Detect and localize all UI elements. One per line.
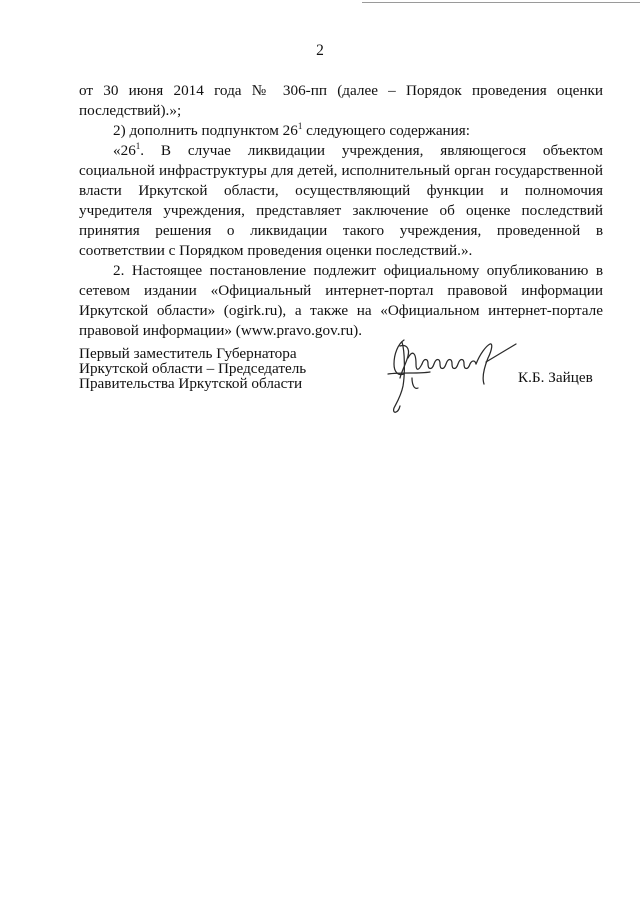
paragraph-3-superscript: 1 — [135, 141, 141, 151]
scan-edge-line — [362, 2, 640, 3]
paragraph-2 — [79, 121, 603, 141]
paragraph-4: 2. Настоящее постановление подлежит официальному опубликованию в сетевом издании «Официальный интернет-портал правовой информации Иркутской области» (ogirk.ru), а также на «Официальном интернет-портале правовой информации» (www.pravo.gov.ru). — [79, 262, 603, 339]
document-body — [79, 81, 603, 341]
signatory-title — [79, 346, 306, 391]
paragraph-3 — [79, 141, 603, 261]
page-number: 2 — [316, 42, 324, 59]
paragraph-2-text-end: следующего содержания: — [302, 122, 471, 139]
paragraph-1: от 30 июня 2014 года № 306-пп (далее – Порядок проведения оценки последствий).»; — [79, 82, 603, 119]
paragraph-3-text-end: . В случае ликвидации учреждения, являющегося объектом социальной инфраструктуры для детей, исполнительный орган государственной власти Иркутской области, осуществляющий функции и полномочия учредителя учреждения, представляет заключение об оценке последствий принятия решения о ликвидации такого учреждения, проведенной в соответствии с Порядком проведения оценки последствий.». — [79, 142, 603, 259]
paragraph-2-text-start: 2) дополнить подпунктом 26 — [113, 122, 298, 139]
paragraph-3-text-start: «26 — [113, 142, 136, 159]
signer-name: К.Б. Зайцев — [518, 369, 593, 386]
signatory-title-line-1: Первый заместитель Губернатора — [79, 345, 297, 362]
signatory-title-line-3: Правительства Иркутской области — [79, 375, 303, 392]
signatory-title-line-2: Иркутской области – Председатель — [79, 360, 307, 377]
paragraph-2-superscript: 1 — [297, 121, 303, 131]
handwritten-signature — [372, 334, 520, 416]
